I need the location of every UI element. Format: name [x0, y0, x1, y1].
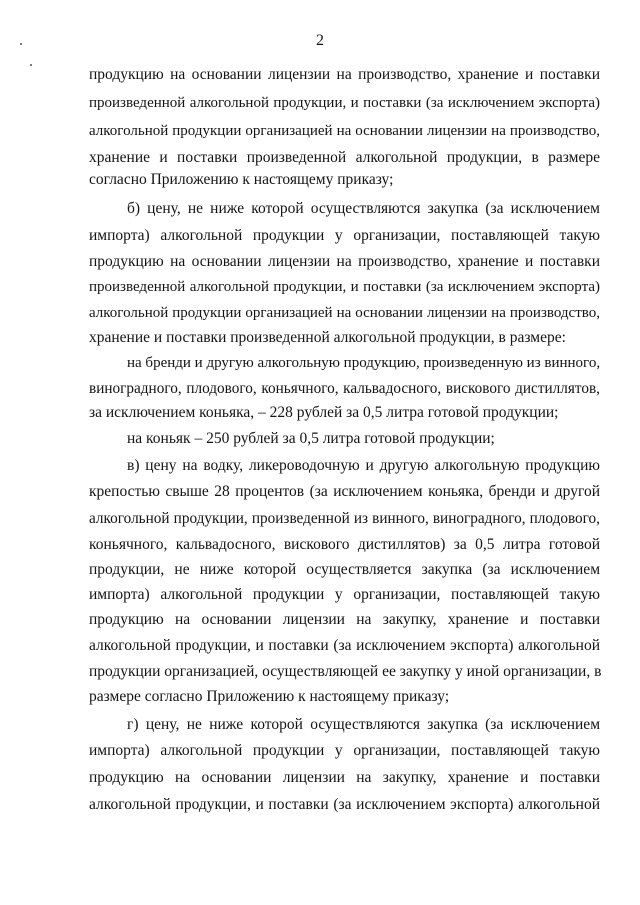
scan-speck: [30, 64, 32, 66]
text-line: импорта) алкогольной продукции у организации, поставляющей такую: [89, 742, 600, 759]
text-line: алкогольной продукции организацией на основании лицензии на производство,: [89, 305, 600, 321]
text-line: хранение и поставки произведенной алкогольной продукции, в размере: [89, 149, 600, 166]
text-line: б) цену, не ниже которой осуществляются закупка (за исключением: [127, 200, 600, 217]
page-number: 2: [316, 32, 324, 49]
text-line: крепостью свыше 28 процентов (за исключением коньяка, бренди и другой: [89, 483, 600, 500]
text-line: на коньяк – 250 рублей за 0,5 литра готовой продукции;: [127, 430, 495, 447]
text-line: за исключением коньяка, – 228 рублей за 0,5 литра готовой продукции;: [89, 404, 559, 421]
text-line: импорта) алкогольной продукции у организации, поставляющей такую: [89, 227, 600, 244]
text-line: продукцию на основании лицензии на закупку, хранение и поставки: [89, 611, 600, 628]
text-line: алкогольной продукции организацией на основании лицензии на производство,: [89, 123, 600, 139]
text-line: г) цену, не ниже которой осуществляются закупка (за исключением: [127, 716, 600, 733]
text-line: продукцию на основании лицензии на производство, хранение и поставки: [89, 66, 600, 83]
text-line: размере согласно Приложению к настоящему приказу;: [89, 688, 450, 705]
text-line: продукцию на основании лицензии на производство, хранение и поставки: [89, 253, 600, 270]
text-line: импорта) алкогольной продукции у организации, поставляющей такую: [89, 586, 600, 603]
text-line: хранение и поставки произведенной алкогольной продукции, в размере:: [89, 329, 566, 346]
text-line: произведенной алкогольной продукции, и поставки (за исключением экспорта): [89, 279, 600, 295]
text-line: продукции, не ниже которой осуществляется закупка (за исключением: [89, 561, 600, 578]
text-line: виноградного, плодового, коньячного, кальвадосного, вискового дистиллятов,: [89, 380, 600, 397]
text-line: коньячного, кальвадосного, вискового дистиллятов) за 0,5 литра готовой: [89, 536, 600, 553]
text-line: продукцию на основании лицензии на закупку, хранение и поставки: [89, 769, 600, 786]
text-line: алкогольной продукции, и поставки (за исключением экспорта) алкогольной: [89, 637, 600, 654]
text-line: произведенной алкогольной продукции, и поставки (за исключением экспорта): [89, 95, 600, 111]
text-line: алкогольной продукции, и поставки (за исключением экспорта) алкогольной: [89, 796, 600, 813]
text-line: продукции организацией, осуществляющей ее закупку у иной организации, в: [89, 663, 602, 680]
text-line: алкогольной продукции, произведенной из винного, виноградного, плодового,: [89, 510, 600, 527]
text-line: на бренди и другую алкогольную продукцию, произведенную из винного,: [127, 355, 601, 371]
text-line: согласно Приложению к настоящему приказу;: [89, 171, 394, 188]
text-line: в) цену на водку, ликероводочную и другую алкогольную продукцию: [127, 457, 600, 474]
